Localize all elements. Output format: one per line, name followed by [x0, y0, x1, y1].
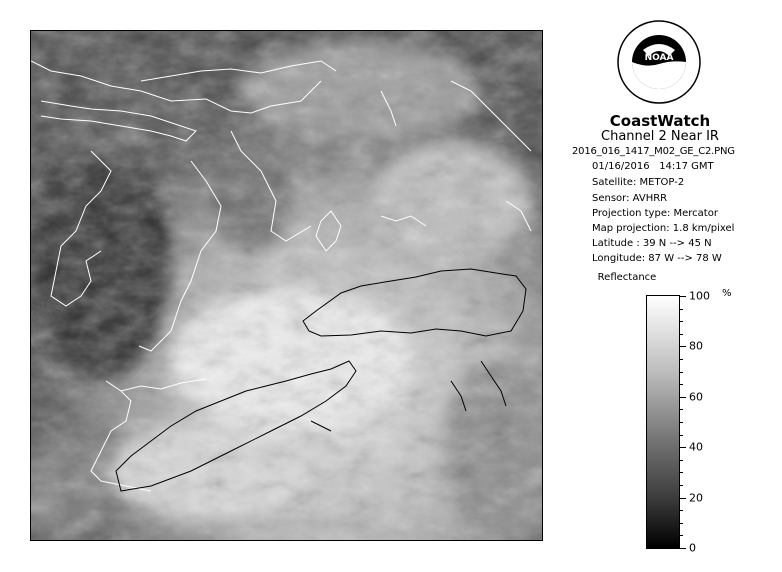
colorbar-minor-tick	[680, 523, 683, 524]
cloud-texture	[31, 31, 542, 540]
satellite-image-map[interactable]	[30, 30, 543, 541]
channel-subtitle: Channel 2 Near IR	[601, 129, 719, 144]
colorbar-tick-label: 20	[689, 491, 703, 505]
colorbar-ticks	[680, 289, 740, 555]
logo-label: NOAA	[644, 53, 674, 63]
colorbar-tick-label: 60	[689, 390, 703, 404]
longitude-label: Longitude: 87 W --> 78 W	[592, 253, 722, 264]
colorbar-minor-tick	[680, 321, 683, 322]
colorbar-minor-tick	[680, 409, 683, 410]
colorbar-minor-tick	[680, 460, 683, 461]
colorbar-major-tick	[680, 296, 686, 297]
colorbar-major-tick	[680, 346, 686, 347]
colorbar-major-tick	[680, 548, 686, 549]
date-value: 01/16/2016	[592, 161, 650, 172]
colorbar-major-tick	[680, 498, 686, 499]
colorbar-minor-tick	[680, 472, 683, 473]
legend-title: Reflectance	[597, 272, 657, 283]
colorbar-tick-label: 80	[689, 339, 703, 353]
colorbar	[646, 295, 680, 549]
colorbar-minor-tick	[680, 435, 683, 436]
colorbar-minor-tick	[680, 535, 683, 536]
colorbar-tick-label: 100	[689, 289, 710, 303]
colorbar-major-tick	[680, 447, 686, 448]
latitude-label: Latitude : 39 N --> 45 N	[592, 238, 712, 249]
noaa-seal-icon	[617, 20, 701, 104]
projection-type-label: Projection type: Mercator	[592, 208, 718, 219]
colorbar-minor-tick	[680, 372, 683, 373]
date-time	[592, 161, 782, 172]
noaa-logo	[617, 20, 701, 104]
satellite-label: Satellite: METOP-2	[592, 177, 685, 188]
colorbar-minor-tick	[680, 359, 683, 360]
sensor-label: Sensor: AVHRR	[592, 193, 668, 204]
colorbar-minor-tick	[680, 384, 683, 385]
colorbar-minor-tick	[680, 309, 683, 310]
colorbar-tick-label: 40	[689, 440, 703, 454]
colorbar-minor-tick	[680, 510, 683, 511]
colorbar-major-tick	[680, 397, 686, 398]
legend-unit: %	[722, 288, 732, 299]
map-projection-label: Map projection: 1.8 km/pixel	[592, 223, 735, 234]
colorbar-minor-tick	[680, 422, 683, 423]
map-canvas	[31, 31, 542, 540]
colorbar-minor-tick	[680, 334, 683, 335]
image-filename: 2016_016_1417_M02_GE_C2.PNG	[572, 146, 735, 157]
time-value: 14:17 GMT	[659, 161, 714, 172]
colorbar-tick-label: 0	[689, 541, 696, 555]
colorbar-minor-tick	[680, 485, 683, 486]
app-title: CoastWatch	[609, 112, 711, 130]
